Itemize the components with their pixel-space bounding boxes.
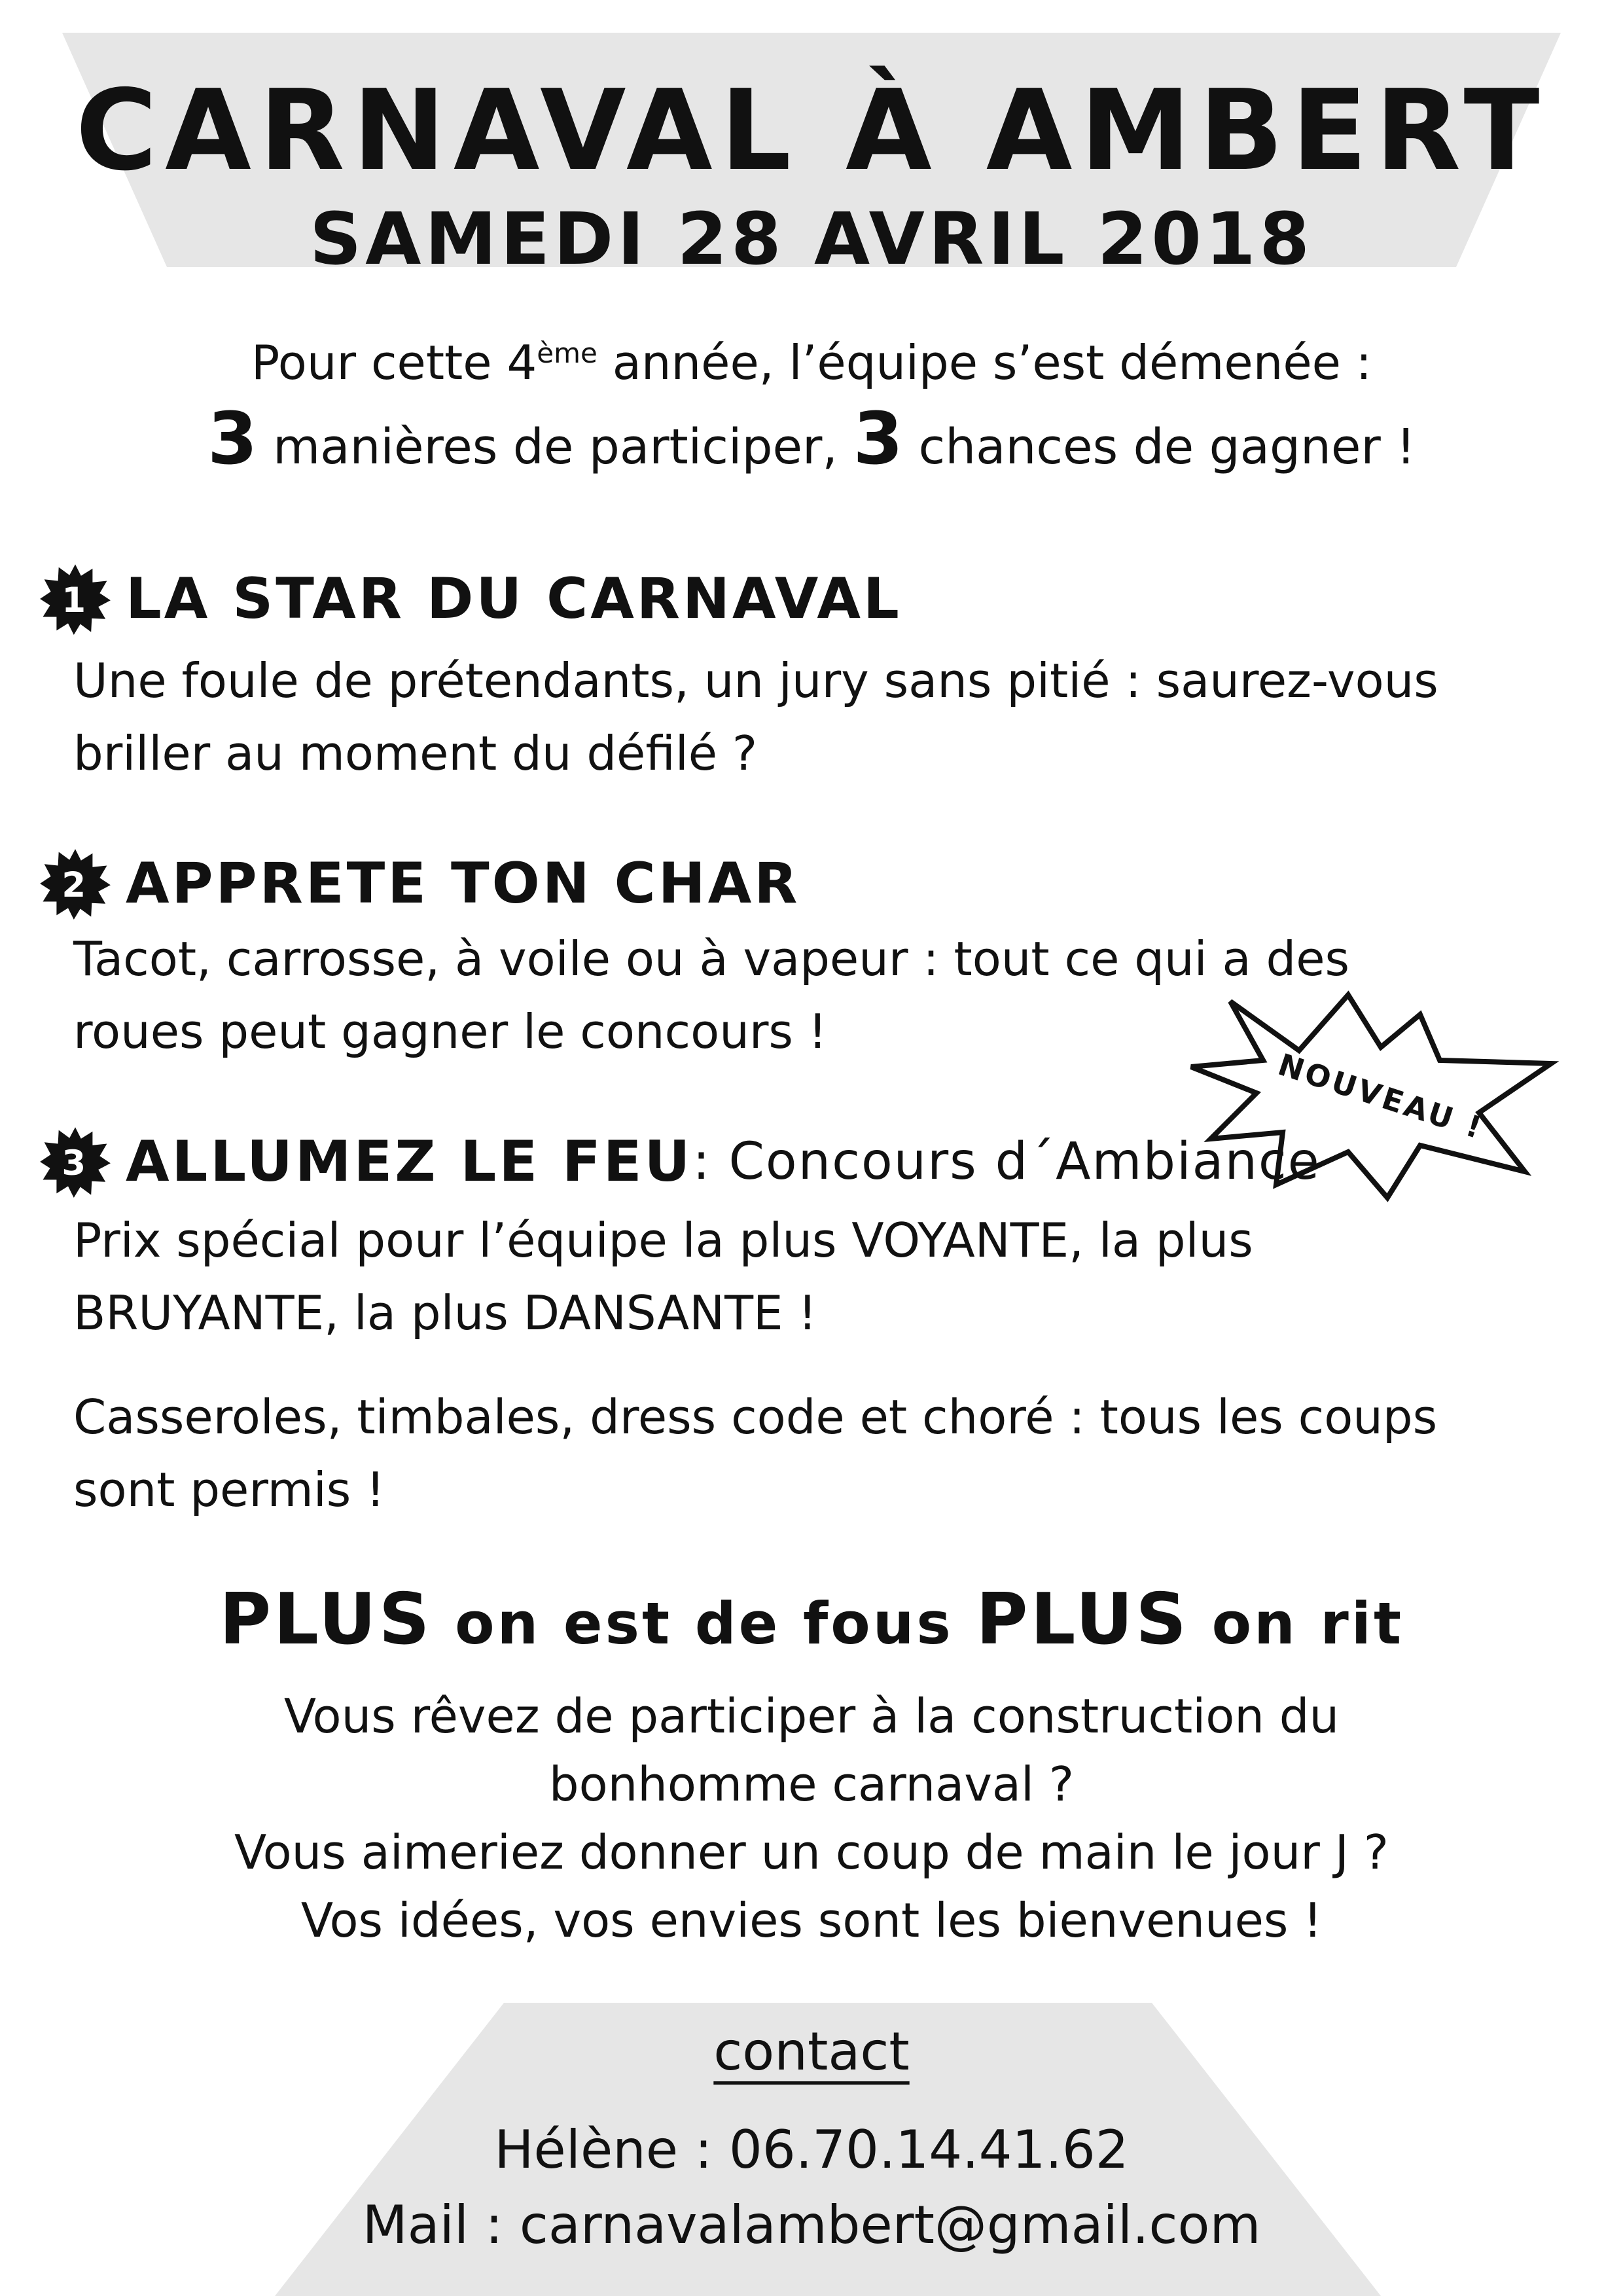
section-2-line-2: roues peut gagner le concours !: [73, 1004, 827, 1059]
section-3-paragraph-1: [73, 1204, 1552, 1350]
contact-phone: Hélène : 06.70.14.41.62: [494, 2119, 1129, 2180]
badge-1-number: 1: [62, 580, 89, 620]
section-1-title: [39, 563, 902, 635]
page-title: CARNAVAL À AMBERT: [75, 66, 1548, 196]
invite-line-2: bonhomme carnaval ?: [548, 1757, 1075, 1812]
slogan-word-4: on rit: [1189, 1590, 1404, 1657]
section-2-line-1: Tacot, carrosse, à voile ou à vapeur : tout ce qui a des: [73, 931, 1350, 986]
section-3-line-1: Prix spécial pour l’équipe la plus VOYANTE, la plus: [73, 1213, 1253, 1268]
section-1-line-2: briller au moment du défilé ?: [73, 726, 758, 781]
intro-number-a: 3: [207, 397, 258, 480]
contact-email: Mail : carnavalambert@gmail.com: [362, 2195, 1261, 2255]
intro-text-a: Pour cette 4: [251, 335, 537, 390]
nouveau-text: NOUVEAU !: [1274, 1047, 1488, 1147]
number-badge-1-icon: [39, 563, 111, 635]
intro-text-c: manières de participer,: [257, 419, 853, 475]
slogan-word-1: PLUS: [219, 1579, 433, 1660]
invite-line-3: Vous aimeriez donner un coup de main le jour J ?: [234, 1825, 1389, 1880]
section-1-line-1: Une foule de prétendants, un jury sans pitié : saurez-vous: [73, 653, 1438, 708]
section-3-line-4: sont permis !: [73, 1462, 385, 1517]
invite-line-1: Vous rêvez de participer à la construction du: [283, 1689, 1340, 1744]
badge-2-number: 2: [62, 865, 89, 905]
intro-text-b: année, l’équipe s’est démenée :: [597, 335, 1372, 390]
section-3-paragraph-2: [73, 1381, 1552, 1526]
section-2-label: APPRETE TON CHAR: [126, 851, 800, 916]
intro-text-d: chances de gagner !: [903, 419, 1416, 475]
slogan: [0, 1577, 1623, 1666]
section-1-paragraph: [73, 645, 1552, 790]
intro-superscript: ème: [537, 337, 597, 369]
section-1-label: LA STAR DU CARNAVAL: [126, 566, 902, 632]
number-badge-2-icon: [39, 848, 111, 920]
section-3-subtitle: : Concours d´Ambiance: [692, 1132, 1321, 1191]
number-badge-3-icon: [39, 1126, 111, 1198]
invite-line-4: Vos idées, vos envies sont les bienvenues !: [300, 1893, 1323, 1948]
intro-line-1: [0, 321, 1623, 395]
invite-block: [0, 1682, 1623, 1954]
intro-number-b: 3: [853, 397, 903, 480]
section-3-title: [39, 1126, 1321, 1198]
section-3-label: ALLUMEZ LE FEU: [126, 1129, 693, 1194]
intro-line-2: [0, 397, 1623, 480]
section-2-title: [39, 848, 800, 920]
slogan-word-2: on est de fous: [432, 1590, 976, 1657]
event-date: SAMEDI 28 AVRIL 2018: [310, 197, 1313, 281]
section-3-line-3: Casseroles, timbales, dress code et choré : tous les coups: [73, 1390, 1438, 1444]
contact-heading: contact: [713, 2021, 910, 2082]
section-3-line-2: BRUYANTE, la plus DANSANTE !: [73, 1285, 817, 1340]
slogan-word-3: PLUS: [976, 1579, 1190, 1660]
badge-3-number: 3: [62, 1143, 89, 1183]
